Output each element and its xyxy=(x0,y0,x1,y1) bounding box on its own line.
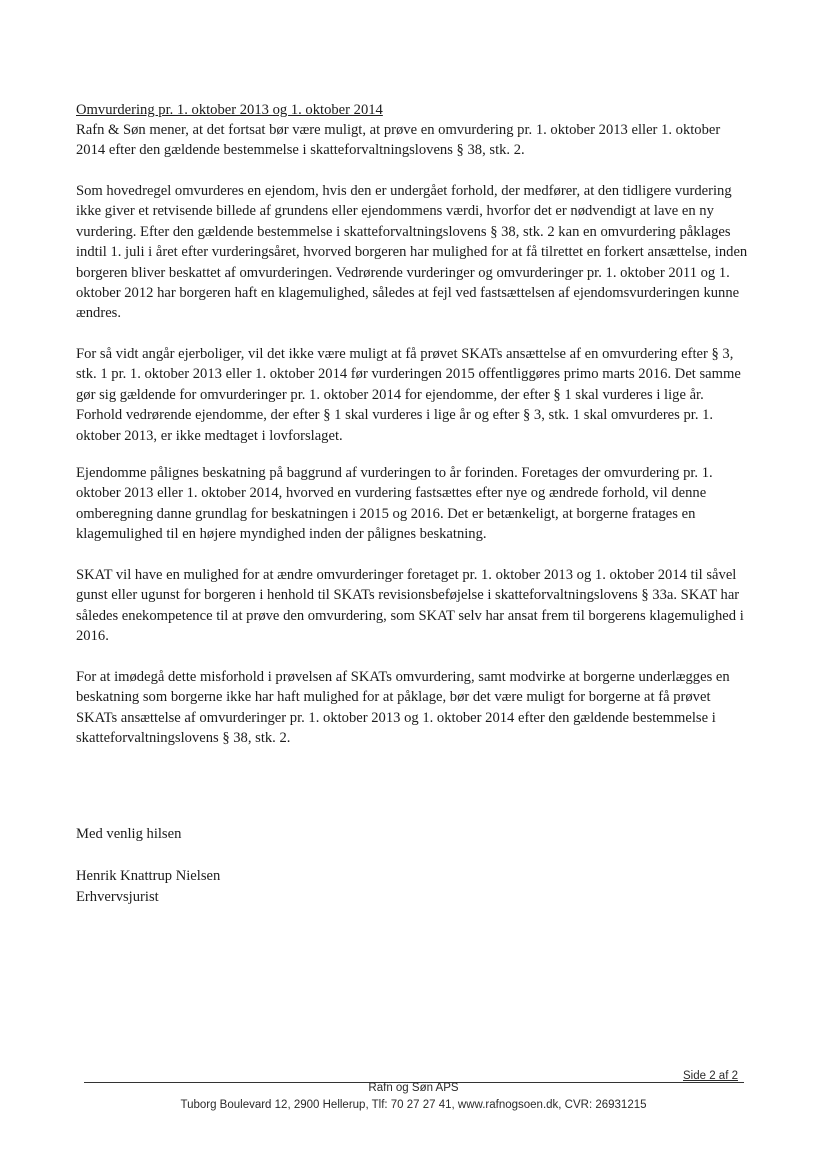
closing-salutation: Med venlig hilsen xyxy=(76,826,182,842)
paragraph-1: Rafn & Søn mener, at det fortsat bør være muligt, at prøve en omvurdering pr. 1. oktober 2013 eller 1. oktober 2014 efter den gældende bestemmelse i skatteforvaltningslovens § 38, stk. 2. xyxy=(76,122,721,159)
footer-company: Rafn og Søn APS xyxy=(368,1082,459,1094)
signer-title: Erhvervsjurist xyxy=(76,889,159,905)
paragraph-2: Som hovedregel omvurderes en ejendom, hvis den er undergået forhold, der medfører, at den tidligere vurdering ikke giver et retvisende billede af grundens eller ejendommens værdi, hvorfor det er nødvendigt at lave en ny vurdering. Efter den gældende bestemmelse i skatteforvaltningslovens § 38, stk. 2 kan en omvurdering påklages indtil 1. juli i året efter vurderingsåret, hvorved borgeren har mulighed for at få tilrettet en forkert ansættelse, inden borgeren bliver beskattet af omvurderingen. Vedrørende vurderinger og omvurderinger pr. 1. oktober 2011 og 1. oktober 2012 har borgeren haft en klagemulighed, således at fejl ved fastsættelsen af ejendomsvurderingen kunne ændres. xyxy=(76,183,748,322)
signer-name: Henrik Knattrup Nielsen xyxy=(76,868,221,884)
paragraph-4: Ejendomme pålignes beskatning på baggrund af vurderingen to år forinden. Foretages der omvurdering pr. 1. oktober 2013 eller 1. oktober 2014, hvorved en vurdering fastsættes efter nye og ændrede forhold, vil denne omberegning danne grundlag for beskatningen i 2015 og 2016. Det er betænkeligt, at borgerne fratages en klagemulighed til en højere myndighed inden der pålignes beskatning. xyxy=(76,465,713,543)
page-number: Side 2 af 2 xyxy=(683,1070,738,1082)
section-heading: Omvurdering pr. 1. oktober 2013 og 1. oktober 2014 xyxy=(76,102,383,118)
paragraph-6: For at imødegå dette misforhold i prøvelsen af SKATs omvurdering, samt modvirke at borgerne underlægges en beskatning som borgerne ikke har haft mulighed for at påklage, bør det være muligt for borgerne at få prøvet SKATs ansættelse af omvurderinger pr. 1. oktober 2013 og 1. oktober 2014 efter den gældende bestemmelse i skatteforvaltningslovens § 38, stk. 2. xyxy=(76,669,730,747)
footer-address: Tuborg Boulevard 12, 2900 Hellerup, Tlf: 70 27 27 41, www.rafnogsoen.dk, CVR: 26931215 xyxy=(180,1099,647,1111)
paragraph-3: For så vidt angår ejerboliger, vil det ikke være muligt at få prøvet SKATs ansættelse af en omvurdering efter § 3, stk. 1 pr. 1. oktober 2013 eller 1. oktober 2014 før vurderingen 2015 offentliggøres primo marts 2016. Det samme gør sig gældende for omvurderinger pr. 1. oktober 2014 for ejendomme, der efter § 1 skal vurderes i lige år. Forhold vedrørende ejendomme, der efter § 1 skal vurderes i lige år og efter § 3, stk. 1 skal omvurderes pr. 1. oktober 2013, er ikke medtaget i lovforslaget. xyxy=(76,346,741,444)
paragraph-5: SKAT vil have en mulighed for at ændre omvurderinger foretaget pr. 1. oktober 2013 og 1. oktober 2014 til såvel gunst eller ugunst for borgeren i henhold til SKATs revisionsbeføjelse i skatteforvaltningslovens § 33a. SKAT har således enekompetence til at prøve den omvurdering, som SKAT selv har ansat frem til borgerens klagemulighed i 2016. xyxy=(76,567,744,645)
